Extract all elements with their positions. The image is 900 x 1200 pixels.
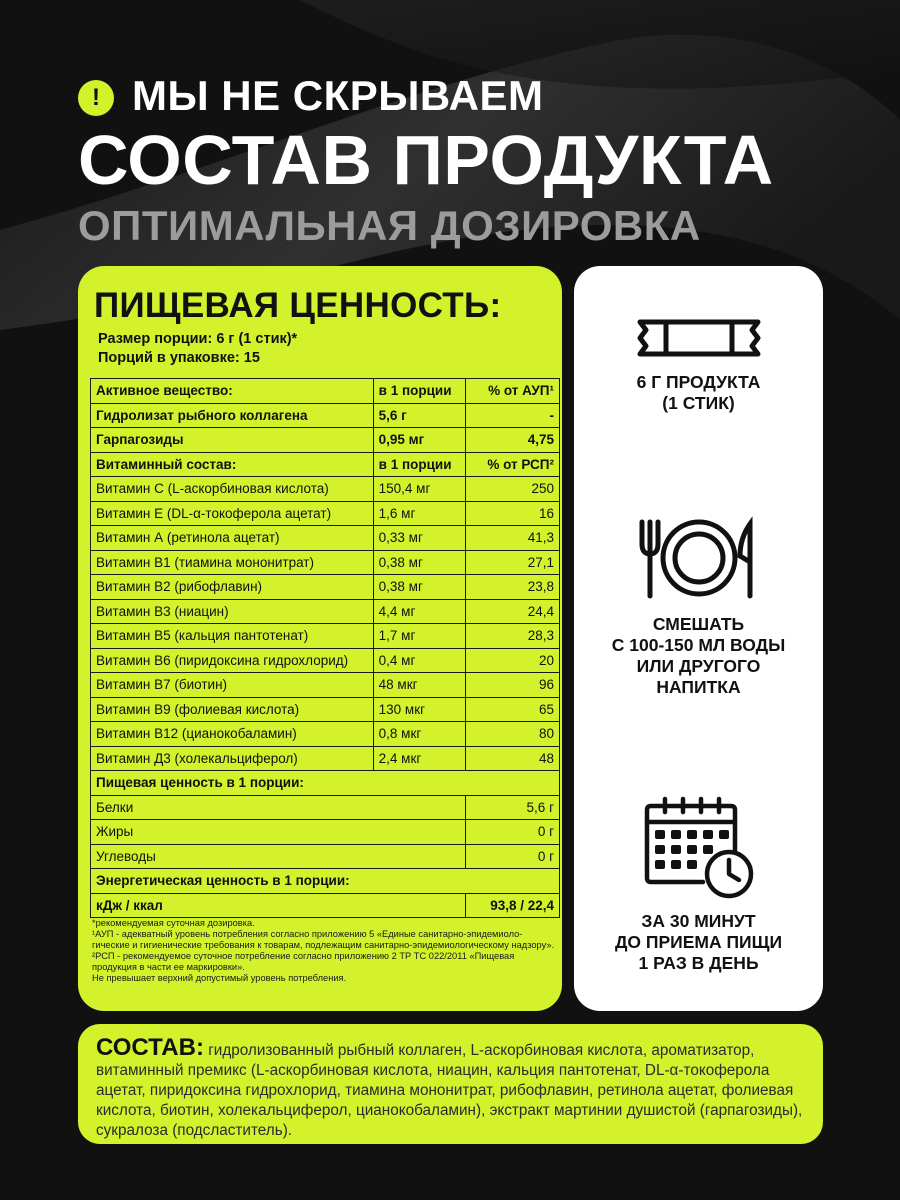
composition-text xyxy=(96,1034,816,1141)
table-header-row xyxy=(91,771,560,796)
step-text: СМЕШАТЬ С 100-150 МЛ ВОДЫ ИЛИ ДРУГОГО НАПИТКА xyxy=(611,614,786,697)
table-cell: Витамин А (ретинола ацетат) xyxy=(91,526,374,551)
table-row xyxy=(91,550,560,575)
table-cell: % от РСП² xyxy=(465,452,559,477)
table-cell: 48 мкг xyxy=(373,673,465,698)
composition-label: СОСТАВ: xyxy=(96,1034,204,1061)
table-row xyxy=(91,501,560,526)
table-cell: Витамин Д3 (холекальциферол) xyxy=(91,746,374,771)
table-cell: Витамин В6 (пиридоксина гидрохлорид) xyxy=(91,648,374,673)
table-cell: 0,95 мг xyxy=(373,428,465,453)
table-cell: Витамин В9 (фолиевая кислота) xyxy=(91,697,374,722)
table-cell: Жиры xyxy=(91,820,466,845)
table-cell: Гидролизат рыбного коллагена xyxy=(91,403,374,428)
table-cell: Витамин В3 (ниацин) xyxy=(91,599,374,624)
table-cell: в 1 порции xyxy=(373,452,465,477)
table-row xyxy=(91,746,560,771)
headline-line1: МЫ НЕ СКРЫВАЕМ xyxy=(132,72,544,119)
table-cell: Витамин В7 (биотин) xyxy=(91,673,374,698)
table-cell: Витамин Е (DL-α-токоферола ацетат) xyxy=(91,501,374,526)
table-header-row xyxy=(91,452,560,477)
table-cell: кДж / ккал xyxy=(91,893,466,918)
stick-icon xyxy=(574,316,823,360)
composition-panel xyxy=(78,1024,823,1144)
table-row xyxy=(91,673,560,698)
table-cell: 1,6 мг xyxy=(373,501,465,526)
table-row xyxy=(91,648,560,673)
table-cell: 16 xyxy=(465,501,559,526)
table-row xyxy=(91,697,560,722)
table-cell: 0,4 мг xyxy=(373,648,465,673)
table-header-row xyxy=(91,869,560,894)
table-row xyxy=(91,599,560,624)
table-cell: Белки xyxy=(91,795,466,820)
table-cell: 65 xyxy=(465,697,559,722)
table-row xyxy=(91,477,560,502)
table-cell: 0 г xyxy=(465,844,559,869)
table-row xyxy=(91,403,560,428)
table-cell: 4,75 xyxy=(465,428,559,453)
table-cell: 130 мкг xyxy=(373,697,465,722)
step-text: ЗА 30 МИНУТ ДО ПРИЕМА ПИЩИ 1 РАЗ В ДЕНЬ xyxy=(614,911,783,973)
step-text: 6 Г ПРОДУКТА (1 СТИК) xyxy=(636,372,761,413)
table-cell: 5,6 г xyxy=(465,795,559,820)
table-cell: Витамин С (L-аскорбиновая кислота) xyxy=(91,477,374,502)
exclamation-badge-icon: ! xyxy=(78,80,114,116)
table-cell: Витамин В5 (кальция пантотенат) xyxy=(91,624,374,649)
table-cell: Витаминный состав: xyxy=(91,452,374,477)
table-cell: 0 г xyxy=(465,820,559,845)
nutrition-title: ПИЩЕВАЯ ЦЕННОСТЬ: xyxy=(94,286,502,325)
servings-per-pack: Порций в упаковке: 15 xyxy=(98,350,260,366)
table-cell: 24,4 xyxy=(465,599,559,624)
composition-body: гидролизованный рыбный коллаген, L-аскорбиновая кислота, ароматизатор, витаминный премикс (L-аскорбиновая кислота, ниацин, кальция пантотенат, DL-α-токоферола ацетат, пиридоксина гидрохлорид, тиамина мононитрат, рибофлавин, ретинола ацетат, фолиевая кислота, биотин, холекальциферол, цианокобаламин), экстракт мартинии душистой (гарпагозиды), сукралоза (подсластитель). xyxy=(96,1042,803,1139)
headline-line3: ОПТИМАЛЬНАЯ ДОЗИРОВКА xyxy=(78,202,701,249)
table-cell: 0,38 мг xyxy=(373,550,465,575)
serving-info xyxy=(98,330,297,368)
table-cell: Витамин В1 (тиамина мононитрат) xyxy=(91,550,374,575)
table-cell: Энергетическая ценность в 1 порции: xyxy=(91,869,560,894)
nutrition-table xyxy=(90,378,560,918)
footnote: ¹АУП - адекватный уровень потребления согласно приложению 5 «Единые санитарно-эпидемиоло-гические и гигиенические требования к товарам, подлежащим санитарно-эпидемиологическому надзору». xyxy=(92,929,555,950)
table-cell: Активное вещество: xyxy=(91,379,374,404)
footnote: *рекомендуемая суточная дозировка. xyxy=(92,918,255,928)
table-cell: 23,8 xyxy=(465,575,559,600)
table-cell: 27,1 xyxy=(465,550,559,575)
table-row xyxy=(91,575,560,600)
table-cell: 5,6 г xyxy=(373,403,465,428)
table-cell: 2,4 мкг xyxy=(373,746,465,771)
plate-icon xyxy=(574,516,823,602)
table-cell: 0,8 мкг xyxy=(373,722,465,747)
serving-size: Размер порции: 6 г (1 стик)* xyxy=(98,331,298,347)
usage-panel xyxy=(574,266,823,1011)
footnotes xyxy=(92,918,558,984)
table-cell: 0,38 мг xyxy=(373,575,465,600)
table-row xyxy=(91,624,560,649)
table-cell: 250 xyxy=(465,477,559,502)
table-row xyxy=(91,893,560,918)
table-cell: 4,4 мг xyxy=(373,599,465,624)
table-cell: в 1 порции xyxy=(373,379,465,404)
table-cell: % от АУП¹ xyxy=(465,379,559,404)
table-cell: 28,3 xyxy=(465,624,559,649)
table-cell: 80 xyxy=(465,722,559,747)
table-cell: Витамин В12 (цианокобаламин) xyxy=(91,722,374,747)
table-cell: 93,8 / 22,4 xyxy=(465,893,559,918)
table-cell: Углеводы xyxy=(91,844,466,869)
table-cell: 1,7 мг xyxy=(373,624,465,649)
table-header-row xyxy=(91,379,560,404)
headline-line2: СОСТАВ ПРОДУКТА xyxy=(78,121,774,199)
table-row xyxy=(91,526,560,551)
table-cell: - xyxy=(465,403,559,428)
footnote: ²РСП - рекомендуемое суточное потребление согласно приложению 2 ТР ТС 022/2011 «Пищевая продукция в части ее маркировки». xyxy=(92,951,515,972)
table-cell: 96 xyxy=(465,673,559,698)
nutrition-panel xyxy=(78,266,562,1011)
table-row xyxy=(91,722,560,747)
table-cell: Гарпагозиды xyxy=(91,428,374,453)
footnote: Не превышает верхний допустимый уровень потребления. xyxy=(92,973,347,983)
table-row xyxy=(91,820,560,845)
table-cell: 48 xyxy=(465,746,559,771)
table-cell: 41,3 xyxy=(465,526,559,551)
table-cell: Пищевая ценность в 1 порции: xyxy=(91,771,560,796)
table-row xyxy=(91,795,560,820)
table-cell: 20 xyxy=(465,648,559,673)
table-cell: 0,33 мг xyxy=(373,526,465,551)
calendar-clock-icon xyxy=(574,796,823,900)
table-row xyxy=(91,844,560,869)
table-row xyxy=(91,428,560,453)
table-cell: Витамин В2 (рибофлавин) xyxy=(91,575,374,600)
table-cell: 150,4 мг xyxy=(373,477,465,502)
